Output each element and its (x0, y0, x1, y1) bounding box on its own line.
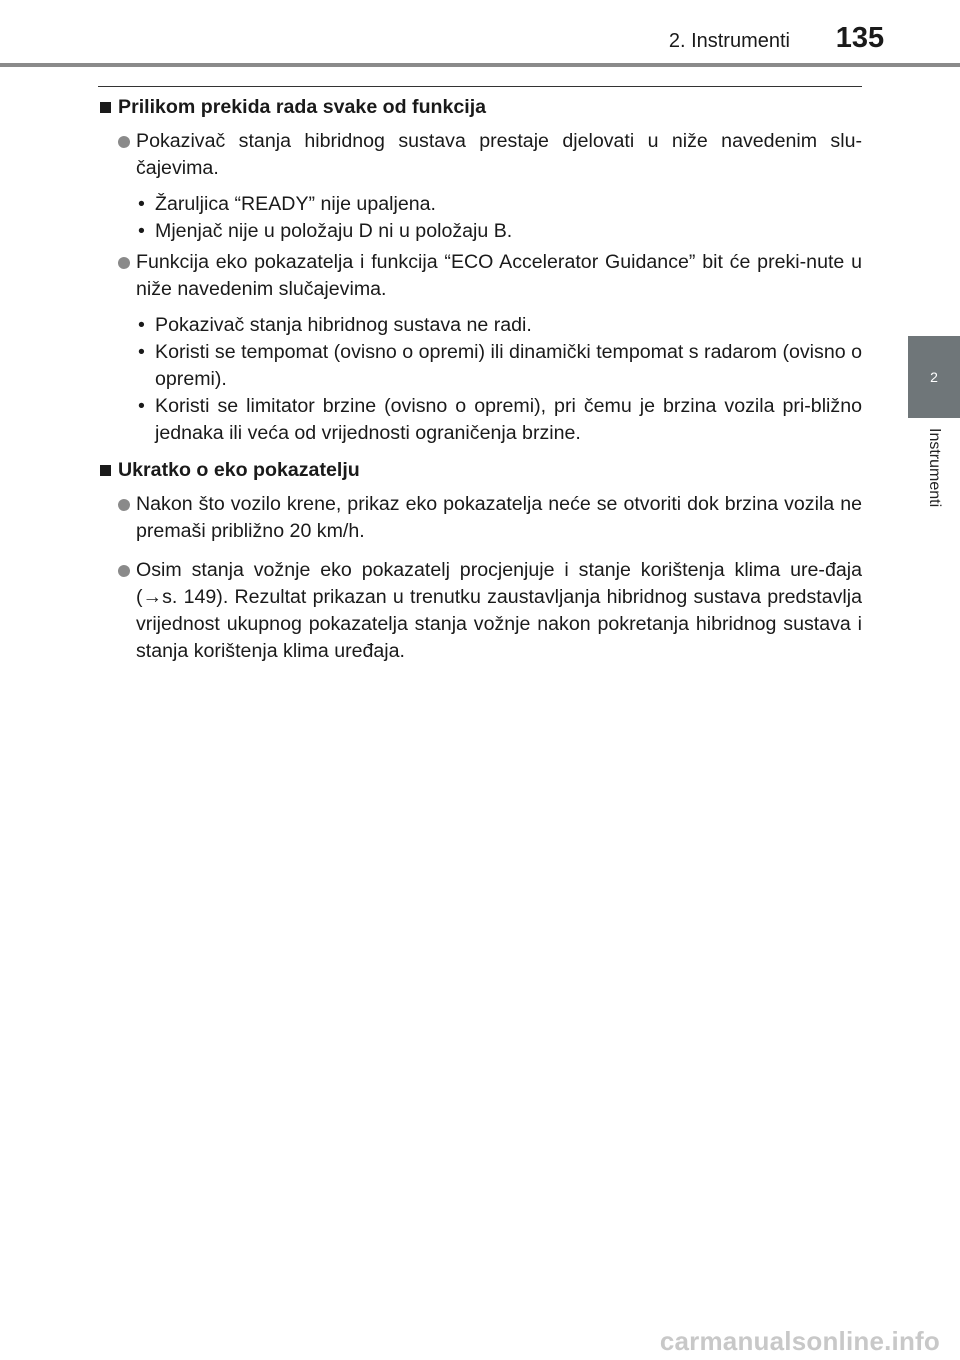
sub-item: • Mjenjač nije u položaju D ni u položaju B. (98, 218, 862, 245)
chapter-tab[interactable] (908, 336, 960, 418)
sub-list (98, 312, 862, 447)
bullet-item: Osim stanja vožnje eko pokazatelj procjenjuje i stanje korištenja klima ure-đaja (→s. 149). Rezultat prikazan u trenutku zaustavljanja hibridnog sustava predstavlja vrijednost ukupnog pokazatelja stanja vožnje nakon pokretanja hibridnog sustava i stanja korištenja klima uređaja. (98, 557, 862, 665)
header-rule (0, 63, 960, 67)
bullet-item: Funkcija eko pokazatelja i funkcija “ECO Accelerator Guidance” bit će preki-nute u niže navedenim slučajevima. (98, 249, 862, 303)
bullet-item: Pokazivač stanja hibridnog sustava prestaje djelovati u niže navedenim slu-čajevima. (98, 128, 862, 182)
bullet-item: Nakon što vozilo krene, prikaz eko pokazatelja neće se otvoriti dok brzina vozila ne premaši približno 20 km/h. (98, 491, 862, 545)
sub-list (98, 191, 862, 245)
chapter-tab-label: Instrumenti (926, 428, 943, 508)
sub-item: • Koristi se tempomat (ovisno o opremi) ili dinamički tempomat s radarom (ovisno o opremi). (98, 339, 862, 393)
chapter-tab-number: 2 (930, 369, 938, 385)
sub-item: • Pokazivač stanja hibridnog sustava ne radi. (98, 312, 862, 339)
page-number: 135 (835, 22, 885, 54)
sub-item: • Koristi se limitator brzine (ovisno o opremi), pri čemu je brzina vozila pri-bližno jednaka ili veća od vrijednosti ograničenja brzine. (98, 393, 862, 447)
content-rule (98, 86, 862, 87)
section-heading: Prilikom prekida rada svake od funkcija (98, 94, 862, 121)
section-heading: Ukratko o eko pokazatelju (98, 457, 862, 484)
sub-item: • Žaruljica “READY” nije upaljena. (98, 191, 862, 218)
section-title: 2. Instrumenti (668, 30, 790, 52)
watermark: carmanualsonline.info (659, 1326, 940, 1356)
page-content (98, 94, 862, 665)
